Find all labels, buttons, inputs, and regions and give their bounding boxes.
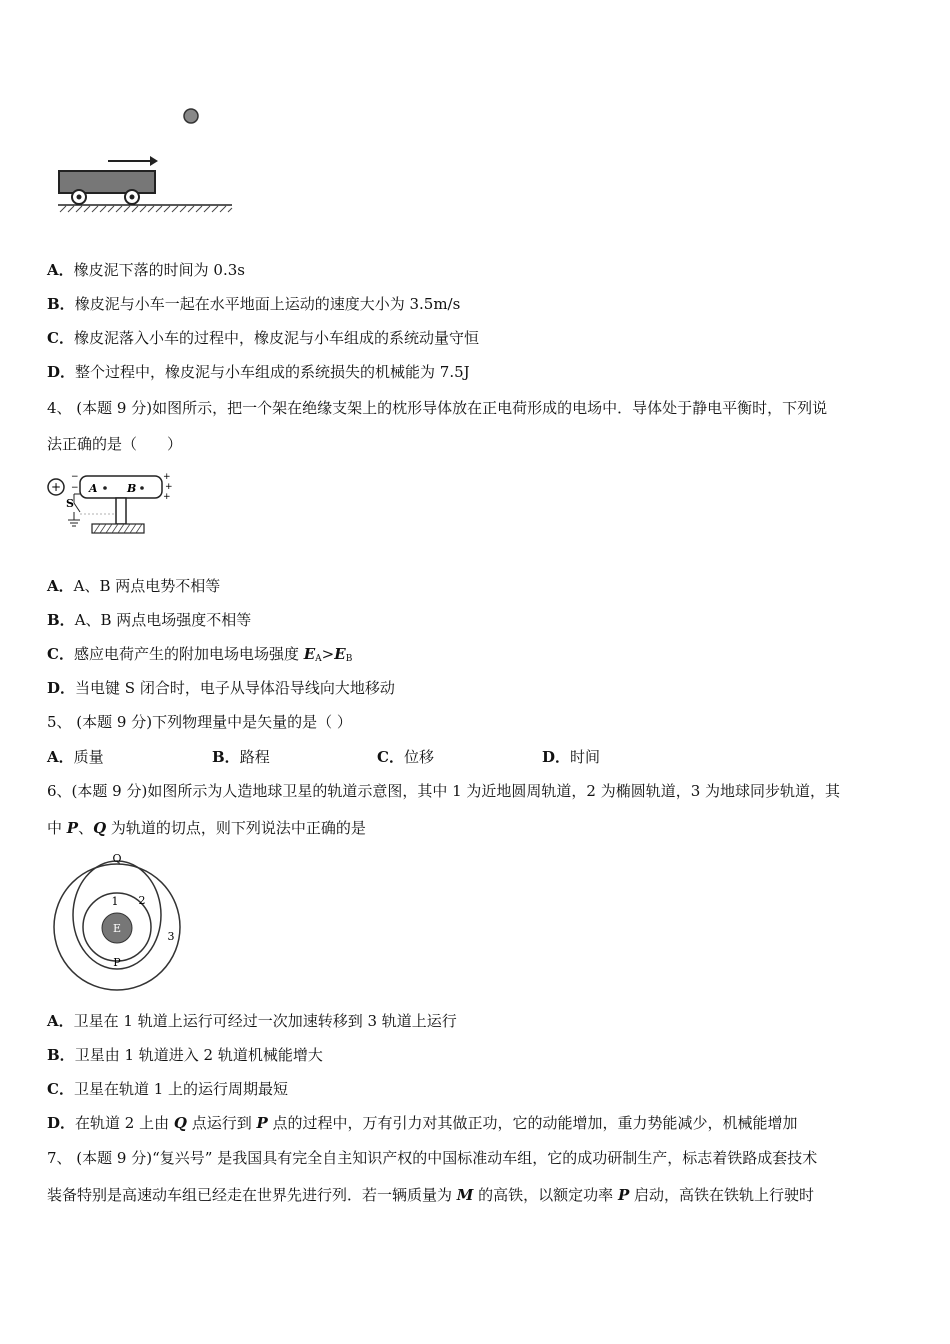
q7-stem-line1: 7、 (本题 9 分)“复兴号” 是我国具有完全自主知识产权的中国标准动车组，它的成功研制生产，标志着铁路成套技术	[47, 1149, 818, 1167]
svg-text:+: +	[50, 480, 62, 494]
q6-option-d: D．在轨道 2 上由 Q 点运行到 P 点的过程中，万有引力对其做正功，它的动能增加，重力势能减少，机械能增加	[47, 1114, 798, 1132]
q5-option-a: A．质量	[47, 748, 104, 766]
putty-ball	[184, 109, 198, 123]
q3-option-a: A．橡皮泥下落的时间为 0.3s	[47, 261, 245, 279]
q3-option-c: C．橡皮泥落入小车的过程中，橡皮泥与小车组成的系统动量守恒	[47, 329, 479, 347]
svg-text:Q: Q	[112, 852, 122, 865]
point-a	[103, 486, 107, 490]
svg-text:+: +	[163, 472, 171, 482]
q4-option-d: D．当电键 S 闭合时，电子从导体沿导线向大地移动	[47, 679, 395, 697]
insulating-stand	[116, 498, 126, 524]
q5-stem: 5、 (本题 9 分)下列物理量中是矢量的是（ ）	[47, 713, 352, 731]
q4-option-c: C．感应电荷产生的附加电场电场强度 $E_A>E_B$	[47, 645, 353, 664]
q4-stem-line2: 法正确的是（ ）	[47, 435, 183, 453]
q3-option-b: B．橡皮泥与小车一起在水平地面上运动的速度大小为 3.5m/s	[47, 295, 461, 313]
svg-text:3: 3	[167, 930, 175, 943]
svg-text:A: A	[89, 482, 98, 495]
q6-stem-line1: 6、(本题 9 分)如图所示为人造地球卫星的轨道示意图，其中 1 为近地圆周轨道，2 为椭圆轨道，3 为地球同步轨道，其	[47, 782, 841, 800]
svg-text:E: E	[112, 922, 122, 935]
q6-option-a: A．卫星在 1 轨道上运行可经过一次加速转移到 3 轨道上运行	[47, 1012, 457, 1030]
q6-stem-line2: 中 P、Q 为轨道的切点，则下列说法中正确的是	[47, 819, 366, 837]
q3-option-d: D．整个过程中，橡皮泥与小车组成的系统损失的机械能为 7.5J	[47, 363, 470, 381]
svg-text:S: S	[66, 497, 74, 510]
q5-option-c: C．位移	[377, 748, 434, 766]
q7-stem-line2: 装备特别是高速动车组已经走在世界先进行列．若一辆质量为 M 的高铁，以额定功率 P 启动，高铁在铁轨上行驶时	[47, 1186, 814, 1204]
cart-figure	[50, 100, 240, 220]
svg-text:−: −	[71, 472, 79, 482]
q4-stem-line1: 4、 (本题 9 分)如图所示，把一个架在绝缘支架上的枕形导体放在正电荷形成的电场中．导体处于静电平衡时，下列说	[47, 399, 828, 417]
svg-text:P: P	[113, 956, 121, 969]
svg-text:B: B	[127, 482, 137, 495]
switch-s	[74, 503, 80, 512]
cart-body	[59, 171, 155, 193]
svg-text:−: −	[71, 483, 79, 493]
svg-text:1: 1	[111, 895, 119, 908]
q5-option-b: B．路程	[212, 748, 270, 766]
stand-base	[92, 524, 144, 533]
conductor-figure	[44, 470, 184, 542]
svg-text:+: +	[165, 482, 173, 492]
q4-option-b: B．A、B 两点电场强度不相等	[47, 611, 252, 629]
orbit-figure	[50, 850, 190, 995]
q6-option-b: B．卫星由 1 轨道进入 2 轨道机械能增大	[47, 1046, 323, 1064]
svg-text:+: +	[163, 492, 171, 502]
q6-option-c: C．卫星在轨道 1 上的运行周期最短	[47, 1080, 289, 1098]
svg-text:2: 2	[138, 894, 146, 907]
q5-option-d: D．时间	[542, 748, 601, 766]
q4-option-a: A．A、B 两点电势不相等	[47, 577, 221, 595]
point-b	[140, 486, 144, 490]
